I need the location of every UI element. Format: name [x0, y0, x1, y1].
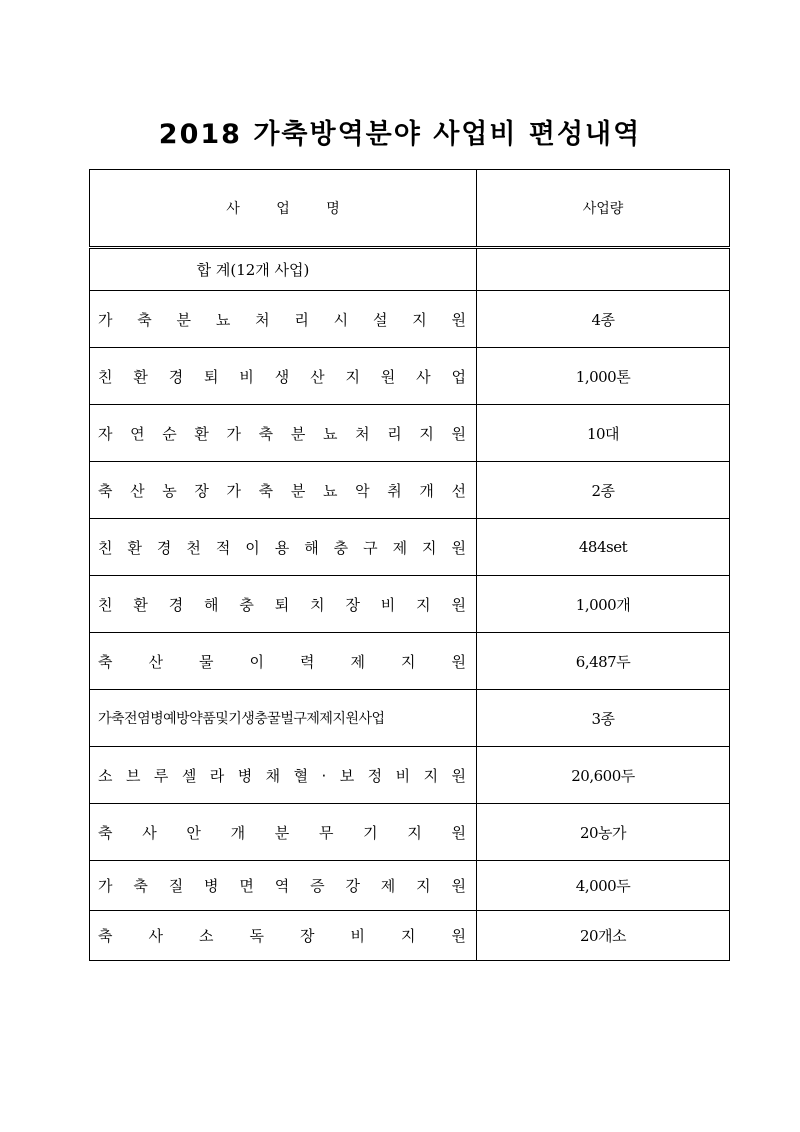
project-quantity: 4,000두 [477, 861, 730, 911]
project-quantity: 1,000개 [477, 576, 730, 633]
table-row [90, 911, 730, 961]
project-name: 축 산 농 장 가 축 분 뇨 악 취 개 선 [90, 462, 477, 519]
project-quantity: 484set [477, 519, 730, 576]
total-label: 합 계(12개 사업) [90, 248, 477, 291]
project-name: 가 축 분 뇨 처 리 시 설 지 원 [90, 291, 477, 348]
table-row [90, 804, 730, 861]
project-name: 자 연 순 환 가 축 분 뇨 처 리 지 원 [90, 405, 477, 462]
table-row [90, 519, 730, 576]
total-quantity [477, 248, 730, 291]
table-row [90, 462, 730, 519]
table-row [90, 348, 730, 405]
table-row [90, 747, 730, 804]
project-name: 소 브 루 셀 라 병 채 혈 · 보 정 비 지 원 [90, 747, 477, 804]
header-quantity: 사업량 [477, 170, 730, 248]
budget-table [89, 169, 730, 961]
project-quantity: 20농가 [477, 804, 730, 861]
table-header-row [90, 170, 730, 248]
total-row [90, 248, 730, 291]
project-quantity: 10대 [477, 405, 730, 462]
project-quantity: 2종 [477, 462, 730, 519]
table-row [90, 861, 730, 911]
project-name: 친 환 경 천 적 이 용 해 충 구 제 지 원 [90, 519, 477, 576]
table-row [90, 633, 730, 690]
table-row [90, 405, 730, 462]
project-name: 친 환 경 퇴 비 생 산 지 원 사 업 [90, 348, 477, 405]
project-quantity: 20,600두 [477, 747, 730, 804]
header-project-name: 사 업 명 [90, 170, 477, 248]
project-quantity: 6,487두 [477, 633, 730, 690]
table-row [90, 576, 730, 633]
project-quantity: 4종 [477, 291, 730, 348]
project-name: 가축전염병예방약품및기생충꿀벌구제제지원사업 [90, 690, 477, 747]
project-quantity: 1,000톤 [477, 348, 730, 405]
project-quantity: 3종 [477, 690, 730, 747]
project-name: 축 사 안 개 분 무 기 지 원 [90, 804, 477, 861]
table-row [90, 291, 730, 348]
project-quantity: 20개소 [477, 911, 730, 961]
project-name: 친 환 경 해 충 퇴 치 장 비 지 원 [90, 576, 477, 633]
page-title: 2018 가축방역분야 사업비 편성내역 [158, 119, 642, 150]
project-name: 가 축 질 병 면 역 증 강 제 지 원 [90, 861, 477, 911]
project-name: 축 사 소 독 장 비 지 원 [90, 911, 477, 961]
table-row [90, 690, 730, 747]
project-name: 축 산 물 이 력 제 지 원 [90, 633, 477, 690]
